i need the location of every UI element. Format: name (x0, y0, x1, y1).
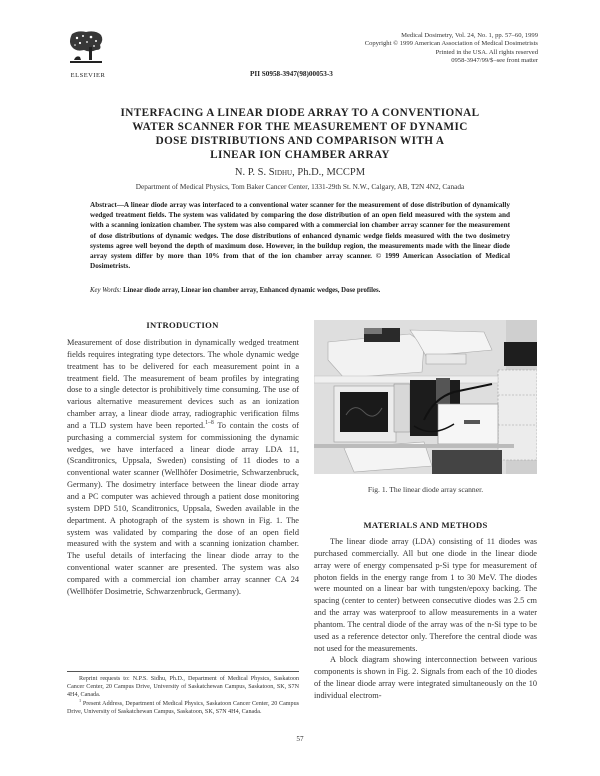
pii-identifier: PII S0958-3947(98)00053-3 (250, 70, 333, 78)
intro-text: Measurement of dose distribution in dynamically wedged treatment fields requires integrating type detectors. The whole dynamic wedge treatment has to be delivered for each measurement point in a treatment field. The measurement of beam profiles by integrating dose to a single detector is prohibitively time consuming. The use of various alternative measurement devices such as an ionization chamber array, a linear diode array, radiographic verification films and a TLD system have been reported. (67, 338, 299, 430)
author-initials: N. P. S. (234, 167, 269, 178)
issn-line: 0958-3947/99/$–see front matter (451, 57, 538, 65)
footnotes (67, 675, 299, 716)
keywords-value: Linear diode array, Linear ion chamber array, Enhanced dynamic wedges, Dose profiles. (121, 287, 381, 294)
journal-citation (365, 32, 538, 66)
methods-paragraph: A block diagram showing interconnection between various components is shown in Fig. 2. Signals from each of the 10 diodes of the linear diode array were integrated simultaneously on the 10 individual electrom- (314, 655, 537, 700)
scanner-photograph (314, 320, 537, 474)
intro-text-continued: To contain the costs of purchasing a commercial system for commissioning the dynamic wedges, we have interfaced a linear diode array LDA 11, (Scanditronics, Uppsala, Sweden) consisting of 11 diodes to a conventional water scanner (Wellhöfer Dosimetrie, Schwarzenbruck, Germany). The dosimetry interface between the linear diode array and a PC computer was achieved through a patient dose monitoring system DPD 510, Scanditronics, Uppsala, Sweden available in the department. A photograph of the system is shown in Fig. 1. The system was validated by comparing the dose of an open field measured with the system and with a scanning ionization chamber. The useful details of interfacing the linear diode array to the conventional water scanner are presented. The system was also compared with a commercial ion chamber array scanner CA 24 (Wellhöfer Dosimetrie, Schwarzenbruck, Germany). (67, 420, 299, 596)
keywords-label: Key Words: (90, 287, 122, 294)
title-line: WATER SCANNER FOR THE MEASUREMENT OF DYNAMIC (132, 121, 468, 133)
figure-1-caption: Fig. 1. The linear diode array scanner. (367, 485, 484, 494)
rights-line: Printed in the USA. All rights reserved (435, 48, 538, 56)
section-heading-introduction: INTRODUCTION (146, 320, 219, 330)
title-line: INTERFACING A LINEAR DIODE ARRAY TO A CONVENTIONAL (120, 107, 480, 119)
figure-1-photo (314, 320, 537, 474)
affiliation: Department of Medical Physics, Tom Baker Cancer Center, 1331-29th St. N.W., Calgary, AB, T2N 4N2, Canada (135, 182, 465, 191)
footnote-marker: 1 (79, 697, 82, 703)
author-credentials: , Ph.D., MCCPM (292, 167, 366, 178)
author-line (60, 167, 540, 178)
footnote-divider (67, 671, 299, 672)
methods-paragraph: The linear diode array (LDA) consisting of 11 diodes was purchased commercially. All but one diode in the linear diode array were of energy compensated p-Si type for measurement of photon fields in the energy range from 1 to 30 MeV. The diodes were mounted on a linear bar with tungsten/epoxy backing. The spacing (center to center) between consecutive diodes was 2.5 cm and the array was waterproof to allow measurements in a water phantom. The central diode of the array was of the n-Si type to be used as a reference detector only. Therefore the central diode was not used for the measurements. (314, 537, 537, 653)
publisher-logo (66, 30, 110, 78)
present-address-footnote (67, 697, 299, 716)
introduction-body (67, 337, 299, 598)
reprint-request-footnote: Reprint requests to: N.P.S. Sidhu, Ph.D., Department of Medical Physics, Saskatoon Cancer Center, 20 Campus Drive, University of Saskatchewan Campus, Saskatoon, SK, S7N 4H4, Canada. (67, 676, 299, 699)
page-number: 57 (296, 735, 304, 743)
paper-title (60, 106, 540, 162)
citation-reference[interactable]: 1–8 (205, 420, 214, 427)
present-address-text: Present Address, Department of Medical Physics, Saskatoon Cancer Center, 20 Campus Drive, University of Saskatchewan Campus, Saskatoon, SK, S7N 4H4, Canada. (67, 700, 299, 715)
keywords (90, 287, 510, 294)
abstract: Abstract—A linear diode array was interfaced to a conventional water scanner for the measurement of dose distribution of dynamically wedged treatment fields. The system was validated by comparing the dose distribution of an open field measured with the system and with a scanning ionization chamber. The system was also compared with a commercial ion chamber array scanner for the measurement of dose distributions of dynamic wedges. The dose distributions of enhanced dynamic wedge fields measured with the two dosimetry systems agree well beyond the depth of maximum dose. However, in the buildup region, the measurements made with the linear diode array system differ by more than 10% from that of the ion chamber array scanner. © 1999 American Association of Medical Dosimetrists. (90, 201, 510, 271)
author-surname: Sidhu (268, 167, 293, 178)
title-line: LINEAR ION CHAMBER ARRAY (210, 149, 390, 161)
elsevier-tree-icon (66, 30, 106, 66)
section-heading-methods: MATERIALS AND METHODS (363, 520, 488, 530)
publisher-name: ELSEVIER (70, 72, 106, 79)
copyright-line: Copyright © 1999 American Association of Medical Dosimetrists (364, 40, 538, 48)
journal-line: Medical Dosimetry, Vol. 24, No. 1, pp. 57–60, 1999 (401, 32, 538, 39)
methods-body (314, 536, 537, 702)
title-line: DOSE DISTRIBUTIONS AND COMPARISON WITH A (155, 135, 445, 147)
